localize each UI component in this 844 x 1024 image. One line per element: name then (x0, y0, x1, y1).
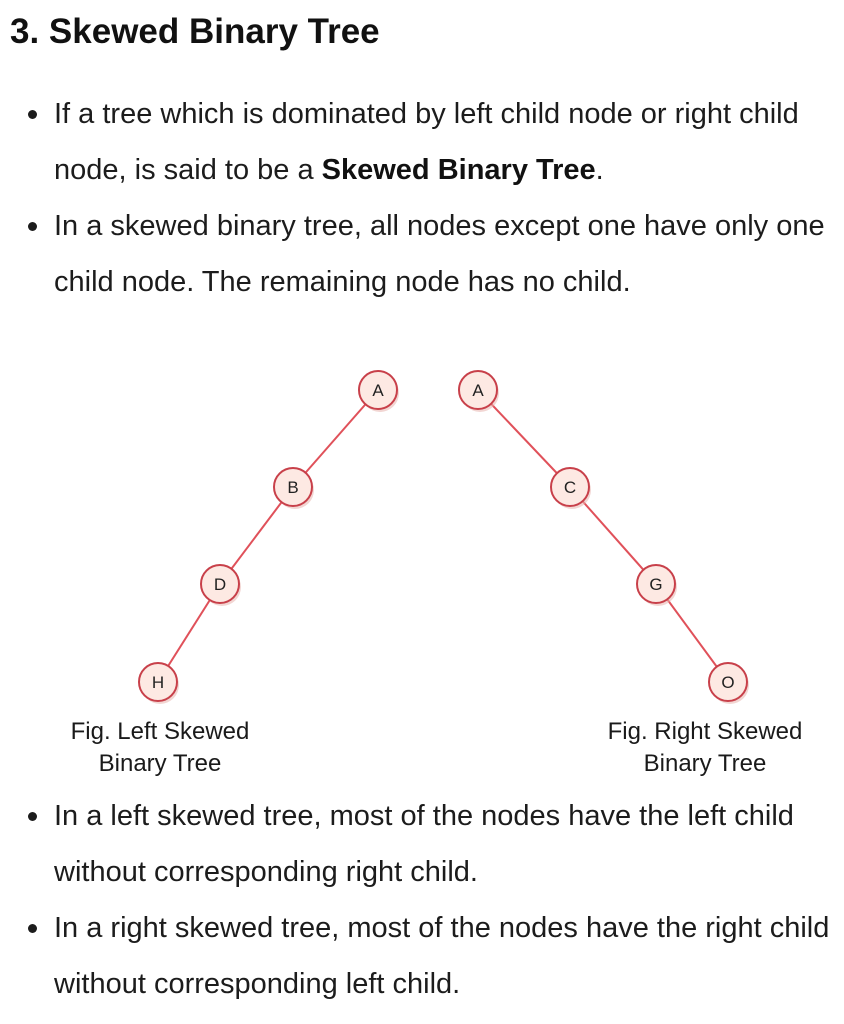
trees-diagram (0, 360, 844, 720)
node-label: H (151, 673, 165, 692)
outro-bullet-list (0, 788, 844, 1012)
node-label: A (372, 381, 384, 400)
outro-bullet-1 (0, 788, 844, 900)
page-title: 3. Skewed Binary Tree (10, 12, 380, 51)
node-label: C (563, 478, 577, 497)
bullet-text-end: . (595, 154, 604, 186)
right-tree-node-c (551, 468, 591, 509)
left-caption-line-2: Binary Tree (98, 750, 222, 777)
right-tree-node-a (459, 371, 499, 412)
right-tree-caption (590, 716, 820, 780)
bullet-text: In a skewed binary tree, all nodes except one have only one child node. The remaining node has no child. (54, 210, 825, 298)
node-label: O (721, 673, 735, 692)
intro-bullet-2 (0, 198, 844, 310)
left-caption-line-1: Fig. Left Skewed (70, 718, 250, 745)
left-tree-node-d (201, 565, 241, 606)
node-label: B (287, 478, 299, 497)
left-tree-node-h (139, 663, 179, 704)
left-tree-caption (40, 716, 280, 780)
intro-bullet-1 (0, 86, 844, 198)
right-tree-node-o (709, 663, 749, 704)
right-caption-line-1: Fig. Right Skewed (607, 718, 803, 745)
node-label: G (649, 575, 663, 594)
node-label: A (472, 381, 484, 400)
right-tree-node-g (637, 565, 677, 606)
intro-bullet-list (0, 86, 844, 310)
node-label: D (213, 575, 227, 594)
outro-bullet-2 (0, 900, 844, 1012)
bullet-text: If a tree which is dominated by left child node or right child node, is said to be a (54, 98, 799, 186)
bullet-text: In a left skewed tree, most of the nodes have the left child without corresponding right child. (54, 800, 794, 888)
bullet-bold-term: Skewed Binary Tree (321, 154, 596, 186)
right-caption-line-2: Binary Tree (643, 750, 767, 777)
bullet-text: In a right skewed tree, most of the nodes have the right child without corresponding left child. (54, 912, 830, 1000)
